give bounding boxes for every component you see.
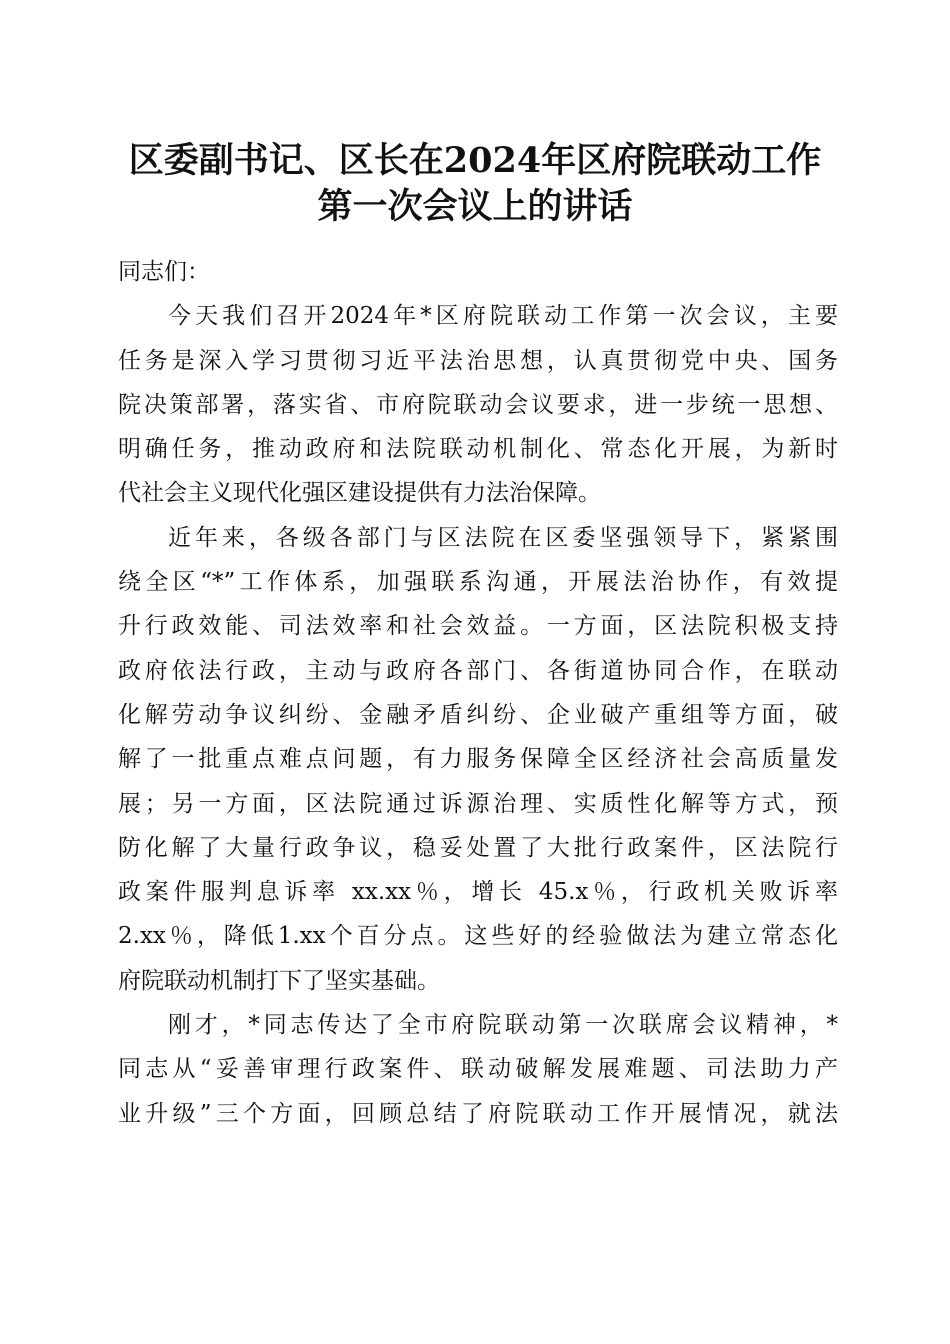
paragraph-line: 今天我们召开2024年*区府院联动工作第一次会议，主要 [168,303,838,330]
paragraph-line: 院决策部署，落实省、市府院联动会议要求，进一步统一思想、 [118,391,838,418]
paragraph-line: 解了一批重点难点问题，有力服务保障全区经济社会高质量发 [118,746,838,773]
paragraph-line: 政府依法行政，主动与政府各部门、各街道协同合作，在联动 [118,657,838,684]
paragraph-line: 同志从“妥善审理行政案件、联动破解发展难题、司法助力产 [118,1056,838,1083]
paragraph-line: 展；另一方面，区法院通过诉源治理、实质性化解等方式，预 [118,790,838,817]
paragraph-line: 刚才，*同志传达了全市府院联动第一次联席会议精神，* [168,1012,838,1039]
paragraph-line: 2.xx％，降低1.xx个百分点。这些好的经验做法为建立常态化 [118,923,838,950]
paragraph-line: 升行政效能、司法效率和社会效益。一方面，区法院积极支持 [118,613,838,640]
paragraph-1 [118,294,838,515]
paragraph-line: 绕全区“*”工作体系，加强联系沟通，开展法治协作，有效提 [118,569,838,596]
paragraph-line: 任务是深入学习贯彻习近平法治思想，认真贯彻党中央、国务 [118,347,838,374]
paragraph-3 [118,1003,838,1136]
paragraph-line: 防化解了大量行政争议，稳妥处置了大批行政案件，区法院行 [118,834,838,861]
document-body [118,250,838,1136]
paragraph-line: 府院联动机制打下了坚实基础。 [118,967,440,994]
paragraph-line: 近年来，各级各部门与区法院在区委坚强领导下，紧紧围 [168,524,838,551]
paragraph-line: 业升级”三个方面，回顾总结了府院联动工作开展情况，就法 [118,1100,838,1127]
paragraph-line: 明确任务，推动政府和法院联动机制化、常态化开展，为新时 [118,436,838,463]
paragraph-line: 政案件服判息诉率 xx.xx％，增长 45.x％，行政机关败诉率 [118,879,838,906]
salutation: 同志们： [118,259,210,285]
paragraph-line: 化解劳动争议纠纷、金融矛盾纠纷、企业破产重组等方面，破 [118,701,838,728]
document-title-line-1: 区委副书记、区长在2024年区府院联动工作 [128,140,822,181]
paragraph-line: 代社会主义现代化强区建设提供有力法治保障。 [118,480,601,507]
document-title-line-2: 第一次会议上的讲话 [317,186,633,227]
paragraph-2 [118,516,838,1003]
